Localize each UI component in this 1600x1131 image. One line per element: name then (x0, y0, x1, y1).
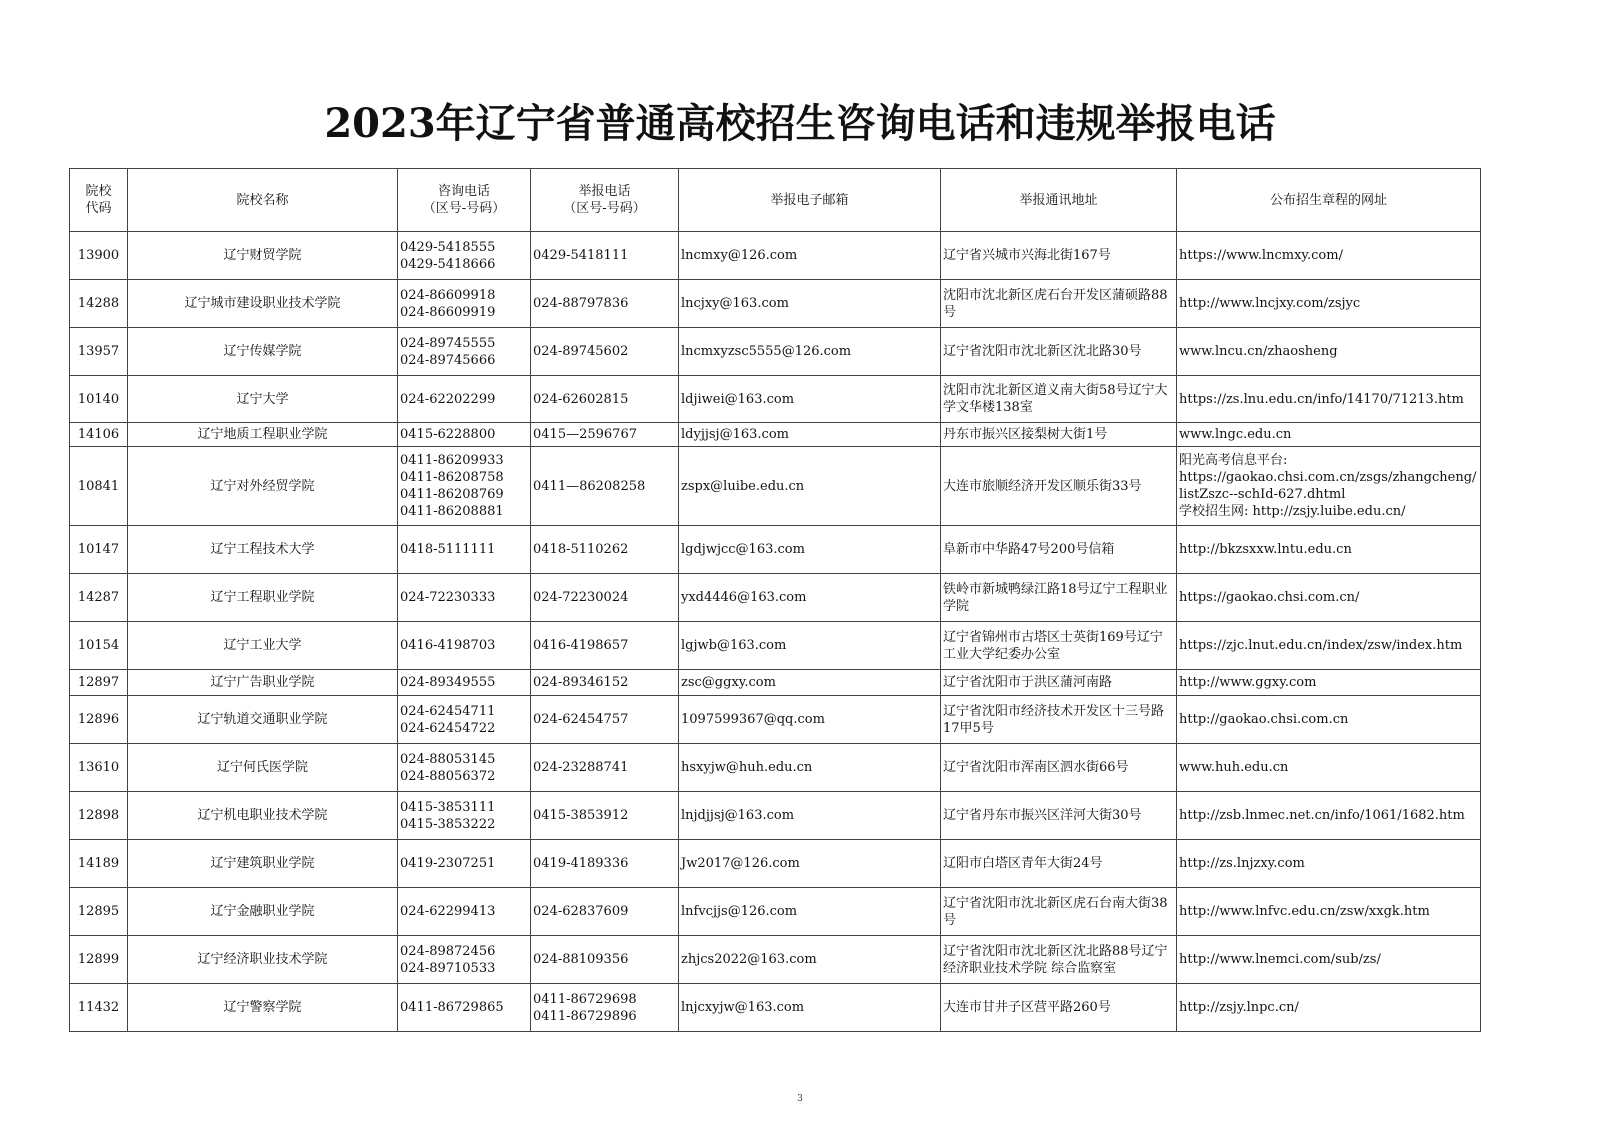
school-name: 辽宁城市建设职业技术学院 (128, 280, 398, 328)
consult-phone: 024-62202299 (398, 376, 531, 423)
table-row (70, 936, 1481, 984)
school-name: 辽宁金融职业学院 (128, 888, 398, 936)
report-phone: 024-89745602 (531, 328, 679, 376)
charter-url: www.huh.edu.cn (1177, 744, 1481, 792)
report-phone: 0415-3853912 (531, 792, 679, 840)
header-report-phone: 举报电话 （区号-号码） (531, 169, 679, 232)
school-name: 辽宁对外经贸学院 (128, 447, 398, 526)
school-name: 辽宁警察学院 (128, 984, 398, 1032)
report-email: lncjxy@163.com (679, 280, 941, 328)
school-code: 14288 (70, 280, 128, 328)
charter-url: http://www.lnemci.com/sub/zs/ (1177, 936, 1481, 984)
report-address: 大连市甘井子区营平路260号 (941, 984, 1177, 1032)
school-name: 辽宁经济职业技术学院 (128, 936, 398, 984)
table-row (70, 574, 1481, 622)
consult-phone: 024-62299413 (398, 888, 531, 936)
page-title: 2023年辽宁省普通高校招生咨询电话和违规举报电话 (324, 100, 1276, 147)
consult-phone: 0429-5418555 0429-5418666 (398, 232, 531, 280)
report-email: zsc@ggxy.com (679, 670, 941, 696)
consult-phone: 0418-5111111 (398, 526, 531, 574)
consult-phone: 024-62454711 024-62454722 (398, 696, 531, 744)
report-phone: 0411—86208258 (531, 447, 679, 526)
table-row (70, 376, 1481, 423)
table-row (70, 622, 1481, 670)
report-email: 1097599367@qq.com (679, 696, 941, 744)
report-phone: 0419-4189336 (531, 840, 679, 888)
consult-phone: 0419-2307251 (398, 840, 531, 888)
report-email: lnjdjjsj@163.com (679, 792, 941, 840)
report-email: lncmxyzsc5555@126.com (679, 328, 941, 376)
school-name: 辽宁机电职业技术学院 (128, 792, 398, 840)
consult-phone: 0411-86209933 0411-86208758 0411-86208769 0411-86208881 (398, 447, 531, 526)
school-name: 辽宁建筑职业学院 (128, 840, 398, 888)
report-email: lgjwb@163.com (679, 622, 941, 670)
consult-phone: 024-88053145 024-88056372 (398, 744, 531, 792)
charter-url: http://www.lncjxy.com/zsjyc (1177, 280, 1481, 328)
contact-table (69, 168, 1481, 1032)
header-report-address: 举报通讯地址 (941, 169, 1177, 232)
consult-phone: 0415-6228800 (398, 423, 531, 447)
report-address: 辽宁省丹东市振兴区洋河大街30号 (941, 792, 1177, 840)
charter-url: http://www.lnfvc.edu.cn/zsw/xxgk.htm (1177, 888, 1481, 936)
report-address: 辽宁省沈阳市于洪区蒲河南路 (941, 670, 1177, 696)
report-address: 沈阳市沈北新区虎石台开发区蒲硕路88号 (941, 280, 1177, 328)
school-name: 辽宁轨道交通职业学院 (128, 696, 398, 744)
school-code: 12895 (70, 888, 128, 936)
school-name: 辽宁何氏医学院 (128, 744, 398, 792)
table-row (70, 526, 1481, 574)
report-address: 辽阳市白塔区青年大街24号 (941, 840, 1177, 888)
school-code: 12899 (70, 936, 128, 984)
school-code: 13900 (70, 232, 128, 280)
header-report-email: 举报电子邮箱 (679, 169, 941, 232)
report-phone: 024-88109356 (531, 936, 679, 984)
report-phone: 024-72230024 (531, 574, 679, 622)
school-code: 10841 (70, 447, 128, 526)
school-name: 辽宁地质工程职业学院 (128, 423, 398, 447)
charter-url: http://bkzsxxw.lntu.edu.cn (1177, 526, 1481, 574)
consult-phone: 024-86609918 024-86609919 (398, 280, 531, 328)
charter-url: https://gaokao.chsi.com.cn/ (1177, 574, 1481, 622)
report-email: lgdjwjcc@163.com (679, 526, 941, 574)
table-row (70, 696, 1481, 744)
table-row (70, 328, 1481, 376)
report-phone: 0415—2596767 (531, 423, 679, 447)
school-code: 10140 (70, 376, 128, 423)
school-name: 辽宁工程职业学院 (128, 574, 398, 622)
report-address: 辽宁省沈阳市沈北新区沈北路88号辽宁经济职业技术学院 综合监察室 (941, 936, 1177, 984)
report-email: lncmxy@126.com (679, 232, 941, 280)
report-address: 辽宁省兴城市兴海北街167号 (941, 232, 1177, 280)
header-name: 院校名称 (128, 169, 398, 232)
table-row (70, 670, 1481, 696)
school-name: 辽宁工程技术大学 (128, 526, 398, 574)
report-address: 阜新市中华路47号200号信箱 (941, 526, 1177, 574)
report-address: 辽宁省沈阳市浑南区泗水街66号 (941, 744, 1177, 792)
school-name: 辽宁广告职业学院 (128, 670, 398, 696)
header-consult-phone: 咨询电话 （区号-号码） (398, 169, 531, 232)
school-name: 辽宁财贸学院 (128, 232, 398, 280)
report-address: 辽宁省锦州市古塔区士英街169号辽宁工业大学纪委办公室 (941, 622, 1177, 670)
consult-phone: 0416-4198703 (398, 622, 531, 670)
report-email: Jw2017@126.com (679, 840, 941, 888)
report-email: lnjcxyjw@163.com (679, 984, 941, 1032)
school-name: 辽宁工业大学 (128, 622, 398, 670)
school-code: 11432 (70, 984, 128, 1032)
school-code: 14106 (70, 423, 128, 447)
report-phone: 024-62454757 (531, 696, 679, 744)
table-row (70, 232, 1481, 280)
header-code: 院校 代码 (70, 169, 128, 232)
consult-phone: 024-89872456 024-89710533 (398, 936, 531, 984)
report-phone: 0429-5418111 (531, 232, 679, 280)
report-address: 辽宁省沈阳市沈北新区沈北路30号 (941, 328, 1177, 376)
table-row (70, 792, 1481, 840)
school-code: 14189 (70, 840, 128, 888)
table-row (70, 447, 1481, 526)
table-row (70, 888, 1481, 936)
report-email: zhjcs2022@163.com (679, 936, 941, 984)
consult-phone: 024-89349555 (398, 670, 531, 696)
school-name: 辽宁大学 (128, 376, 398, 423)
report-address: 辽宁省沈阳市沈北新区虎石台南大街38号 (941, 888, 1177, 936)
report-phone: 024-62602815 (531, 376, 679, 423)
charter-url: https://www.lncmxy.com/ (1177, 232, 1481, 280)
consult-phone: 024-89745555 024-89745666 (398, 328, 531, 376)
report-email: zspx@luibe.edu.cn (679, 447, 941, 526)
table-row (70, 423, 1481, 447)
charter-url: https://zs.lnu.edu.cn/info/14170/71213.htm (1177, 376, 1481, 423)
report-email: ldjiwei@163.com (679, 376, 941, 423)
report-email: ldyjjsj@163.com (679, 423, 941, 447)
school-code: 13957 (70, 328, 128, 376)
charter-url: http://zs.lnjzxy.com (1177, 840, 1481, 888)
charter-url: 阳光高考信息平台: https://gaokao.chsi.com.cn/zsgs/zhangcheng/listZszc--schId-627.dhtml 学校招生网: http://zsjy.luibe.edu.cn/ (1177, 447, 1481, 526)
table-row (70, 280, 1481, 328)
charter-url: http://zsb.lnmec.net.cn/info/1061/1682.htm (1177, 792, 1481, 840)
charter-url: www.lngc.edu.cn (1177, 423, 1481, 447)
school-code: 12896 (70, 696, 128, 744)
consult-phone: 024-72230333 (398, 574, 531, 622)
report-address: 丹东市振兴区接梨树大街1号 (941, 423, 1177, 447)
report-address: 大连市旅顺经济开发区顺乐街33号 (941, 447, 1177, 526)
report-address: 铁岭市新城鸭绿江路18号辽宁工程职业学院 (941, 574, 1177, 622)
page-number: 3 (797, 1094, 803, 1104)
report-email: hsxyjw@huh.edu.cn (679, 744, 941, 792)
header-charter-url: 公布招生章程的网址 (1177, 169, 1481, 232)
report-phone: 024-62837609 (531, 888, 679, 936)
charter-url: www.lncu.cn/zhaosheng (1177, 328, 1481, 376)
charter-url: http://www.ggxy.com (1177, 670, 1481, 696)
school-code: 13610 (70, 744, 128, 792)
header-row (70, 169, 1481, 232)
school-code: 12897 (70, 670, 128, 696)
report-phone: 024-23288741 (531, 744, 679, 792)
school-code: 12898 (70, 792, 128, 840)
school-code: 14287 (70, 574, 128, 622)
school-name: 辽宁传媒学院 (128, 328, 398, 376)
report-phone: 024-89346152 (531, 670, 679, 696)
charter-url: https://zjc.lnut.edu.cn/index/zsw/index.htm (1177, 622, 1481, 670)
table-row (70, 984, 1481, 1032)
report-phone: 0418-5110262 (531, 526, 679, 574)
report-email: yxd4446@163.com (679, 574, 941, 622)
charter-url: http://gaokao.chsi.com.cn (1177, 696, 1481, 744)
charter-url: http://zsjy.lnpc.cn/ (1177, 984, 1481, 1032)
report-phone: 024-88797836 (531, 280, 679, 328)
consult-phone: 0411-86729865 (398, 984, 531, 1032)
school-code: 10147 (70, 526, 128, 574)
report-email: lnfvcjjs@126.com (679, 888, 941, 936)
table-row (70, 840, 1481, 888)
report-phone: 0416-4198657 (531, 622, 679, 670)
report-phone: 0411-86729698 0411-86729896 (531, 984, 679, 1032)
report-address: 辽宁省沈阳市经济技术开发区十三号路17甲5号 (941, 696, 1177, 744)
school-code: 10154 (70, 622, 128, 670)
consult-phone: 0415-3853111 0415-3853222 (398, 792, 531, 840)
table-row (70, 744, 1481, 792)
report-address: 沈阳市沈北新区道义南大街58号辽宁大学文华楼138室 (941, 376, 1177, 423)
